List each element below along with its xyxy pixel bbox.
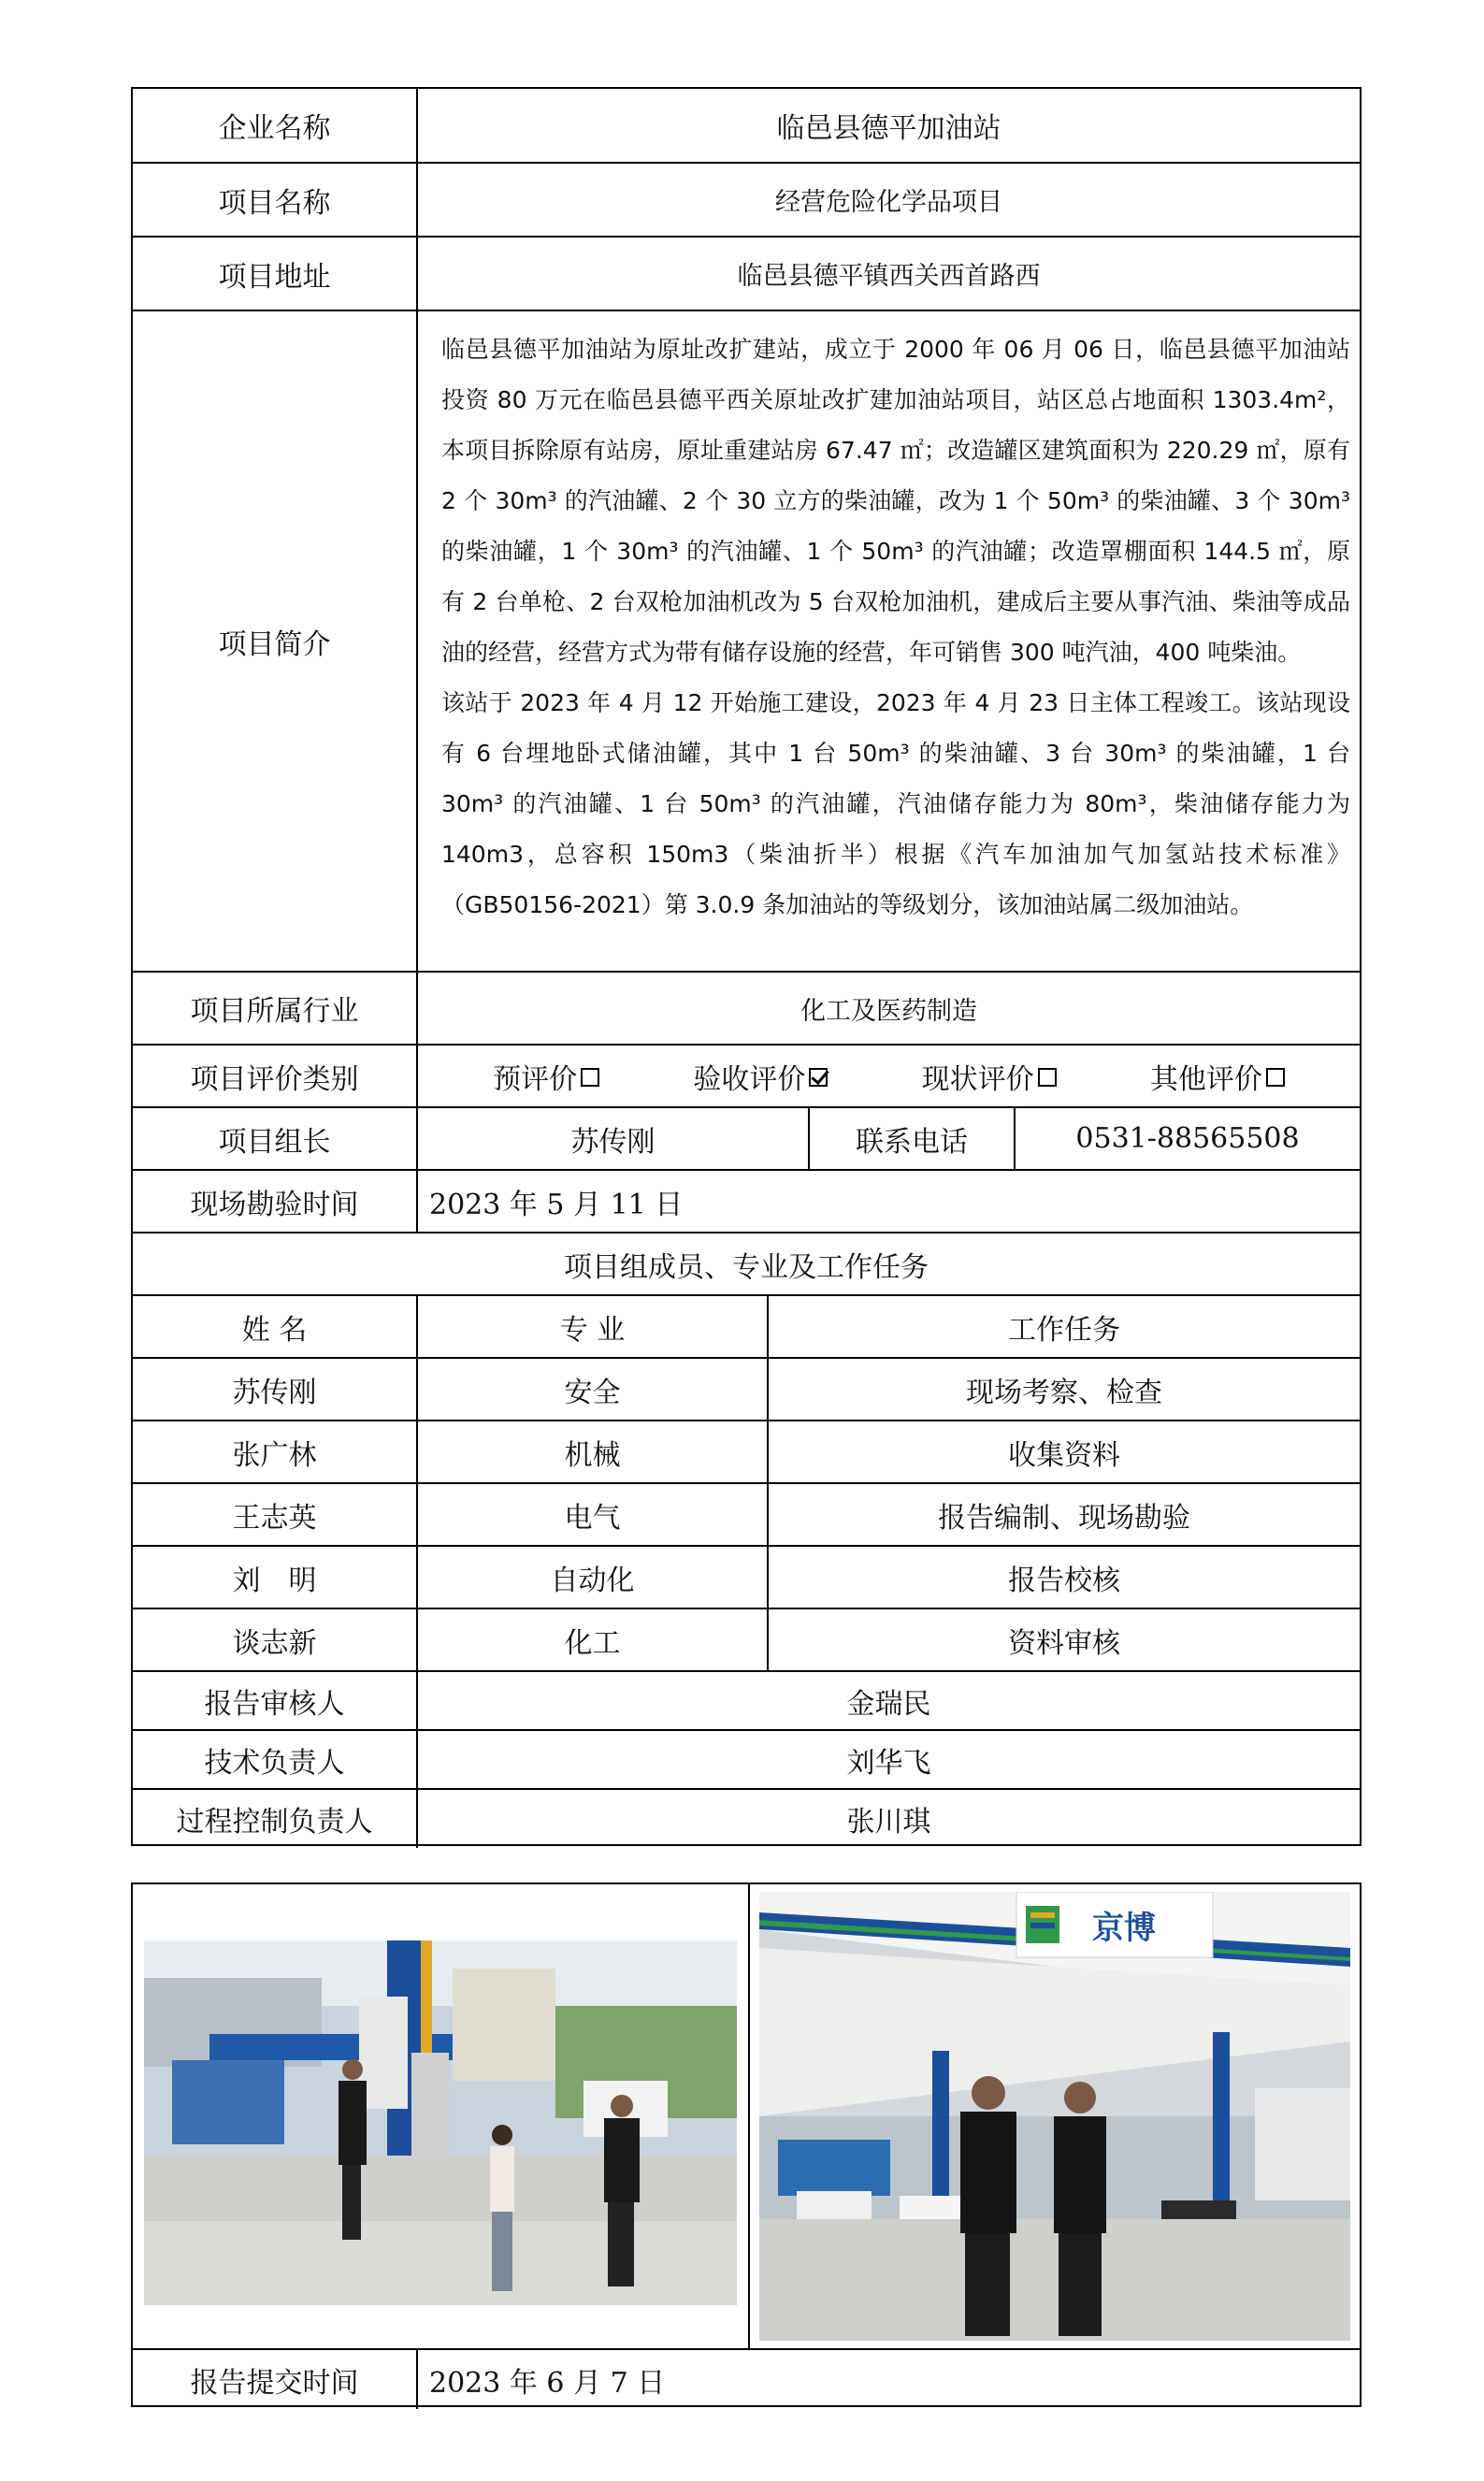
member-major: 安全	[416, 1359, 767, 1420]
checkbox-icon[interactable]	[581, 1068, 599, 1087]
row-evaluation	[133, 1044, 1360, 1106]
label-summary: 项目简介	[218, 627, 331, 661]
col-name: 姓 名	[241, 1313, 308, 1347]
value-survey: 2023 年 5 月 11 日	[416, 1171, 1360, 1232]
row-company	[133, 89, 1360, 162]
member-task: 收集资料	[767, 1421, 1360, 1482]
summary-paragraph-2: 该站于 2023 年 4 月 12 开始施工建设，2023 年 4 月 23 日主体工程竣工。该站现设有 6 台埋地卧式储油罐，其中 1 台 50m³ 的柴油罐、3 台 30m³ 的柴油罐，1 台 30m³ 的汽油罐、1 台 50m³ 的汽油罐，汽油储存能力为 80m³，柴油储存能力为 140m3，总容积 150m3（柴油折半）根据《汽车加油加气加氢站技术标准》（GB50156-2021）第 3.0.9 条加油站的等级划分，该加油站属二级加油站。	[441, 689, 1350, 918]
station-sign-text: 京博	[1092, 1910, 1156, 1947]
value-reviewer: 金瑞民	[416, 1672, 1360, 1729]
value-address: 临邑县德平镇西关西首路西	[416, 238, 1360, 310]
row-submit	[133, 2348, 1360, 2409]
row-process	[133, 1788, 1360, 1848]
site-photo-left-graphic	[144, 1940, 737, 2305]
member-name: 王志英	[232, 1501, 317, 1535]
site-photo-right-graphic	[759, 1892, 1350, 2341]
label-leader: 项目组长	[218, 1125, 331, 1159]
row-team-columns	[133, 1294, 1360, 1357]
row-reviewer	[133, 1670, 1360, 1729]
value-tech: 刘华飞	[416, 1731, 1360, 1788]
label-survey: 现场勘验时间	[190, 1188, 359, 1221]
member-major: 自动化	[416, 1547, 767, 1608]
label-reviewer: 报告审核人	[204, 1687, 345, 1721]
value-company: 临邑县德平加油站	[416, 89, 1360, 162]
checkbox-icon[interactable]	[1266, 1068, 1285, 1087]
table-row	[133, 1357, 1360, 1420]
member-task: 报告编制、现场勘验	[767, 1484, 1360, 1545]
member-major: 机械	[416, 1421, 767, 1482]
option-label: 预评价	[493, 1062, 578, 1096]
photo-table	[131, 1882, 1362, 2407]
option-status-evaluation[interactable]	[922, 1056, 1057, 1097]
col-major: 专 业	[416, 1296, 767, 1357]
col-task: 工作任务	[767, 1296, 1360, 1357]
summary-text	[430, 311, 1360, 971]
table-row	[133, 1608, 1360, 1670]
table-row	[133, 1545, 1360, 1608]
option-label: 现状评价	[921, 1062, 1034, 1096]
value-process: 张川琪	[416, 1790, 1360, 1848]
evaluation-options	[416, 1046, 1360, 1106]
option-label: 其他评价	[1149, 1062, 1262, 1096]
option-label: 验收评价	[693, 1062, 806, 1096]
option-acceptance-evaluation[interactable]	[693, 1056, 828, 1097]
row-team-header	[133, 1232, 1360, 1294]
label-company: 企业名称	[218, 112, 331, 145]
option-pre-evaluation[interactable]	[493, 1056, 599, 1097]
label-submit: 报告提交时间	[190, 2366, 359, 2400]
label-address: 项目地址	[218, 260, 331, 294]
row-industry	[133, 971, 1360, 1044]
checkbox-checked-icon[interactable]	[809, 1068, 828, 1087]
label-evaluation: 项目评价类别	[190, 1062, 359, 1096]
site-photo-left	[144, 1940, 737, 2305]
team-header: 项目组成员、专业及工作任务	[564, 1250, 929, 1284]
checkbox-icon[interactable]	[1038, 1068, 1057, 1087]
label-industry: 项目所属行业	[190, 995, 359, 1028]
member-name: 苏传刚	[232, 1376, 317, 1409]
option-other-evaluation[interactable]	[1150, 1056, 1285, 1097]
member-name: 刘 明	[232, 1564, 317, 1597]
row-project	[133, 162, 1360, 236]
member-name: 张广林	[232, 1438, 317, 1472]
member-task: 报告校核	[767, 1547, 1360, 1608]
value-leader: 苏传刚	[416, 1108, 808, 1169]
row-leader	[133, 1106, 1360, 1169]
member-major: 电气	[416, 1484, 767, 1545]
photo-divider	[748, 1884, 750, 2348]
label-phone: 联系电话	[808, 1108, 1014, 1169]
value-phone: 0531-88565508	[1014, 1108, 1360, 1169]
member-task: 资料审核	[767, 1609, 1360, 1670]
info-table	[131, 87, 1362, 1846]
table-row	[133, 1420, 1360, 1482]
label-process: 过程控制负责人	[176, 1806, 373, 1839]
table-row	[133, 1482, 1360, 1545]
row-survey	[133, 1169, 1360, 1232]
row-summary	[133, 310, 1360, 971]
label-project: 项目名称	[218, 186, 331, 220]
value-project: 经营危险化学品项目	[416, 164, 1360, 236]
member-name: 谈志新	[232, 1626, 317, 1660]
value-industry: 化工及医药制造	[416, 973, 1360, 1044]
summary-paragraph-1: 临邑县德平加油站为原址改扩建站，成立于 2000 年 06 月 06 日，临邑县德平加油站投资 80 万元在临邑县德平西关原址改扩建加油站项目，站区总占地面积 1303.4m²，本项目拆除原有站房，原址重建站房 67.47 ㎡；改造罐区建筑面积为 220.29 ㎡，原有 2 个 30m³ 的汽油罐、2 个 30 立方的柴油罐，改为 1 个 50m³ 的柴油罐、3 个 30m³ 的柴油罐，1 个 30m³ 的汽油罐、1 个 50m³ 的汽油罐；改造罩棚面积 144.5 ㎡，原有 2 台单枪、2 台双枪加油机改为 5 台双枪加油机，建成后主要从事汽油、柴油等成品油的经营，经营方式为带有储存设施的经营，年可销售 300 吨汽油，400 吨柴油。	[441, 336, 1350, 666]
member-task: 现场考察、检查	[767, 1359, 1360, 1420]
row-tech	[133, 1729, 1360, 1788]
member-major: 化工	[416, 1609, 767, 1670]
label-tech: 技术负责人	[204, 1746, 345, 1780]
site-photo-right	[759, 1892, 1350, 2341]
value-submit: 2023 年 6 月 7 日	[416, 2350, 1360, 2409]
row-address	[133, 236, 1360, 310]
